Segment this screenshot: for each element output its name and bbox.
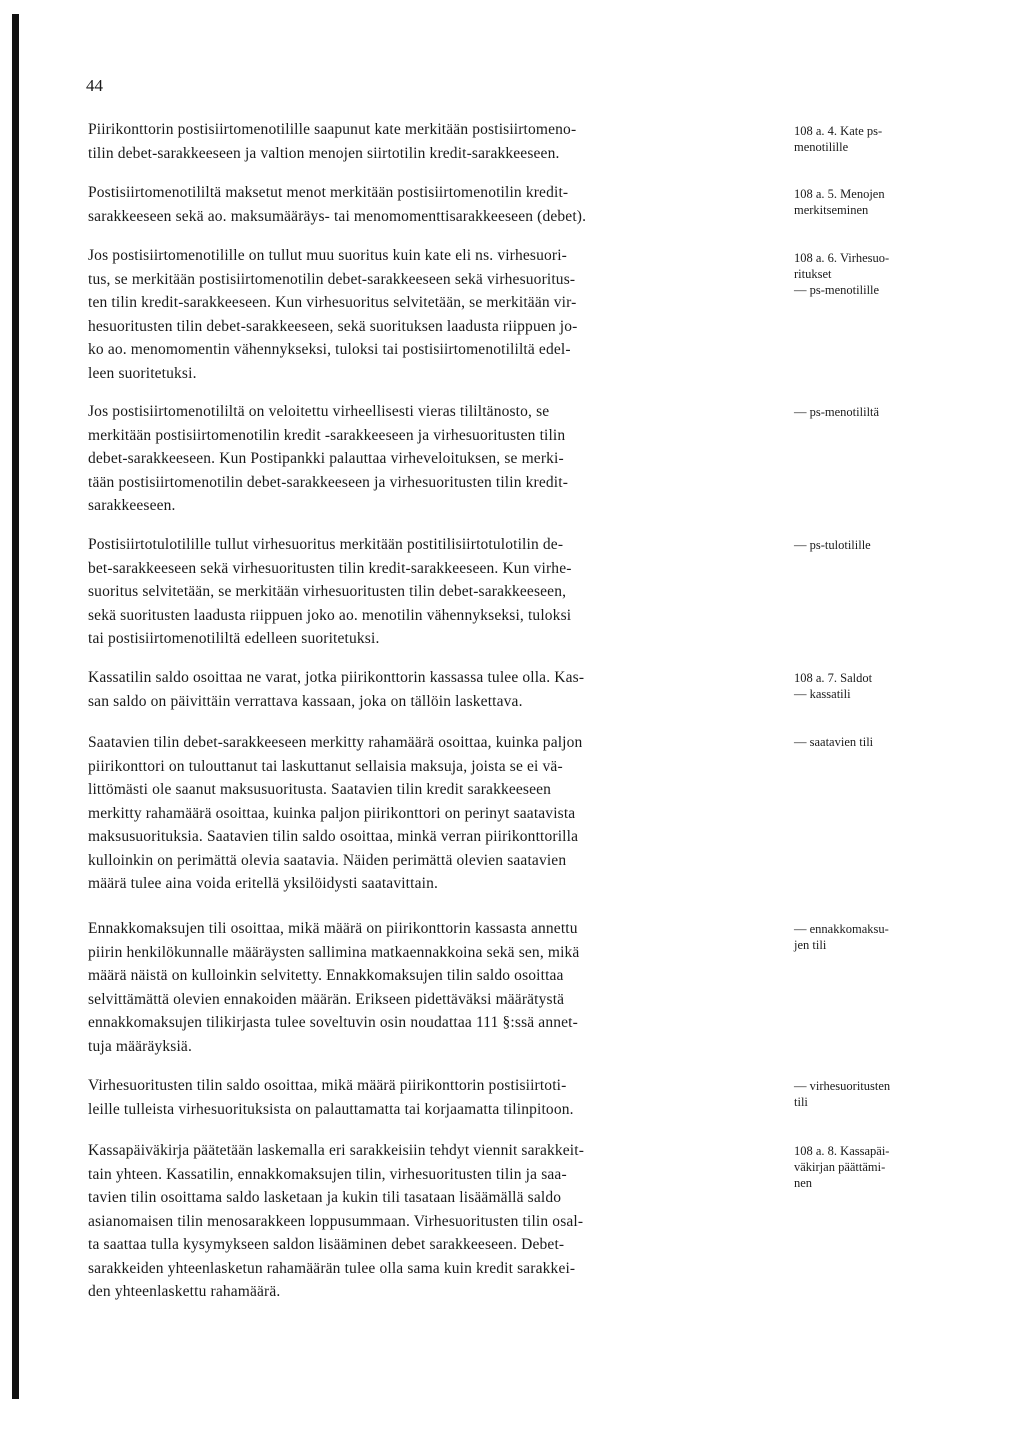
paragraph-saatavien-tili: Saatavien tilin debet-sarakkeeseen merkitty rahamäärä osoittaa, kuinka paljon piirikonttori on tulouttanut tai laskuttanut sellaisia maksuja, joista se ei vä- littömästi ole saanut maksusuoritusta. Saatavien tilin kredit sarakkeeseen merkitty rahamäärä osoittaa, kuinka paljon piirikonttori on perinyt saatavista maksusuorituksia. Saatavien tilin saldo osoittaa, minkä verran piirikonttorilla kulloinkin on perimättä olevia saatavia. Näiden perimättä olevien saatavien määrä tulee aina voida eritellä yksilöidysti saatavittain. — [88, 734, 583, 892]
margin-note-108a8: 108 a. 8. Kassapäi- väkirjan päättämi- nen — [794, 1144, 890, 1190]
margin-note-ennakkomaksujen-tili: — ennakkomaksu- jen tili — [794, 922, 889, 952]
paragraph-virhesuoritukset-tulotilille: Postisiirtotulotilille tullut virhesuoritus merkitään postitilisiirtotulotilin de- bet-sarakkeeseen sekä virhesuoritusten tilin kredit-sarakkeeseen. Kun virhe- suoritus selvitetään, se merkitään virhesuoritusten tilin debet-sarakkeeseen, sekä suoritusten laadusta riippuen joko ao. menotilin vähennykseksi, tuloksi tai postisiirtomenotililtä edelleen suoritetuksi. — [88, 536, 572, 647]
margin-note-ps-menotililta: — ps-menotililtä — [794, 405, 880, 419]
paragraph-ennakkomaksujen-tili: Ennakkomaksujen tili osoittaa, mikä määrä on piirikonttorin kassasta annettu piirin henkilökunnalle määräysten sallimina matkaennakkoina sekä sen, mikä määrä näistä on kulloinkin selvitetty. Ennakkomaksujen tilin saldo osoittaa selvittämättä olevien ennakoiden määrän. Erikseen pidettäväksi määrätystä ennakkomaksujen tilikirjasta tulee soveltuvin osin noudattaa 111 §:ssä annet- tuja määräyksiä. — [88, 920, 580, 1055]
margin-note-saatavien-tili: — saatavien tili — [794, 735, 874, 749]
margin-note-108a4: 108 a. 4. Kate ps- menotilille — [794, 124, 883, 154]
margin-note-108a5: 108 a. 5. Menojen merkitseminen — [794, 187, 885, 217]
margin-note-108a6: 108 a. 6. Virhesuo- ritukset — ps-menotilille — [794, 251, 890, 297]
paragraph-menojen-merkitseminen: Postisiirtomenotililtä maksetut menot merkitään postisiirtomenotilin kredit- sarakkeeseen sekä ao. maksumääräys- tai menomomenttisarakkeeseen (debet). — [88, 184, 587, 225]
paragraph-kassapaivakirjan-paattaminen: Kassapäiväkirja päätetään laskemalla eri sarakkeisiin tehdyt viennit sarakkeit- tain yhteen. Kassatilin, ennakkomaksujen tilin, virhesuoritusten tilin ja saa- tavien tilin osoittama saldo lasketaan ja kukin tili tasataan lisäämällä saldo asianomaisen tilin menosarakkeen loppusummaan. Virhesuoritusten tilin osal- ta saattaa tulla kysymykseen saldon lisääminen debet sarakkeeseen. Debet- sarakkeiden yhteenlasketun rahamäärän tulee olla sama kuin kredit sarakkei- den yhteenlaskettu rahamäärä. — [88, 1142, 585, 1300]
paragraph-virhesuoritukset-menotilille: Jos postisiirtomenotilille on tullut muu suoritus kuin kate eli ns. virhesuori- tus, se merkitään postisiirtomenotilin debet-sarakkeeseen sekä virhesuoritus- ten tilin kredit-sarakkeeseen. Kun virhesuoritus selvitetään, se merkitään vir- hesuoritusten tilin debet-sarakkeeseen, sekä suorituksen laadusta riippuen jo- ko ao. menomomentin vähennykseksi, tuloksi tai postisiirtomenotililtä edel- leen suoritetuksi. — [88, 247, 578, 382]
paragraph-virhesuoritukset-menotililta: Jos postisiirtomenotililtä on veloitettu virheellisesti vieras tililtänosto, se merkitään postisiirtomenotilin kredit -sarakkeeseen ja virhesuoritusten tilin debet-sarakkeeseen. Kun Postipankki palauttaa virheveloituksen, se merki- tään postisiirtomenotilin debet-sarakkeeseen ja virhesuoritusten tilin kredit- sarakkeeseen. — [88, 403, 569, 514]
margin-note-108a7: 108 a. 7. Saldot — kassatili — [794, 671, 873, 701]
margin-note-virhesuoritusten-tili: — virhesuoritusten tili — [794, 1079, 891, 1109]
paragraph-virhesuoritusten-tili: Virhesuoritusten tilin saldo osoittaa, mikä määrä piirikonttorin postisiirtoti- leille tulleista virhesuorituksista on palauttamatta tai korjaamatta tilinpitoon. — [88, 1077, 574, 1118]
margin-note-ps-tulotilille: — ps-tulotilille — [794, 538, 871, 552]
paragraph-kassatili: Kassatilin saldo osoittaa ne varat, jotka piirikonttorin kassassa tulee olla. Kas- san saldo on päivittäin verrattava kassaan, joka on tällöin laskettava. — [88, 669, 585, 710]
scan-edge-bar — [12, 14, 19, 1399]
paragraph-kate: Piirikonttorin postisiirtomenotilille saapunut kate merkitään postisiirtomeno- tilin debet-sarakkeeseen ja valtion menojen siirtotilin kredit-sarakkeeseen. — [88, 121, 577, 162]
page-number: 44 — [86, 76, 103, 95]
